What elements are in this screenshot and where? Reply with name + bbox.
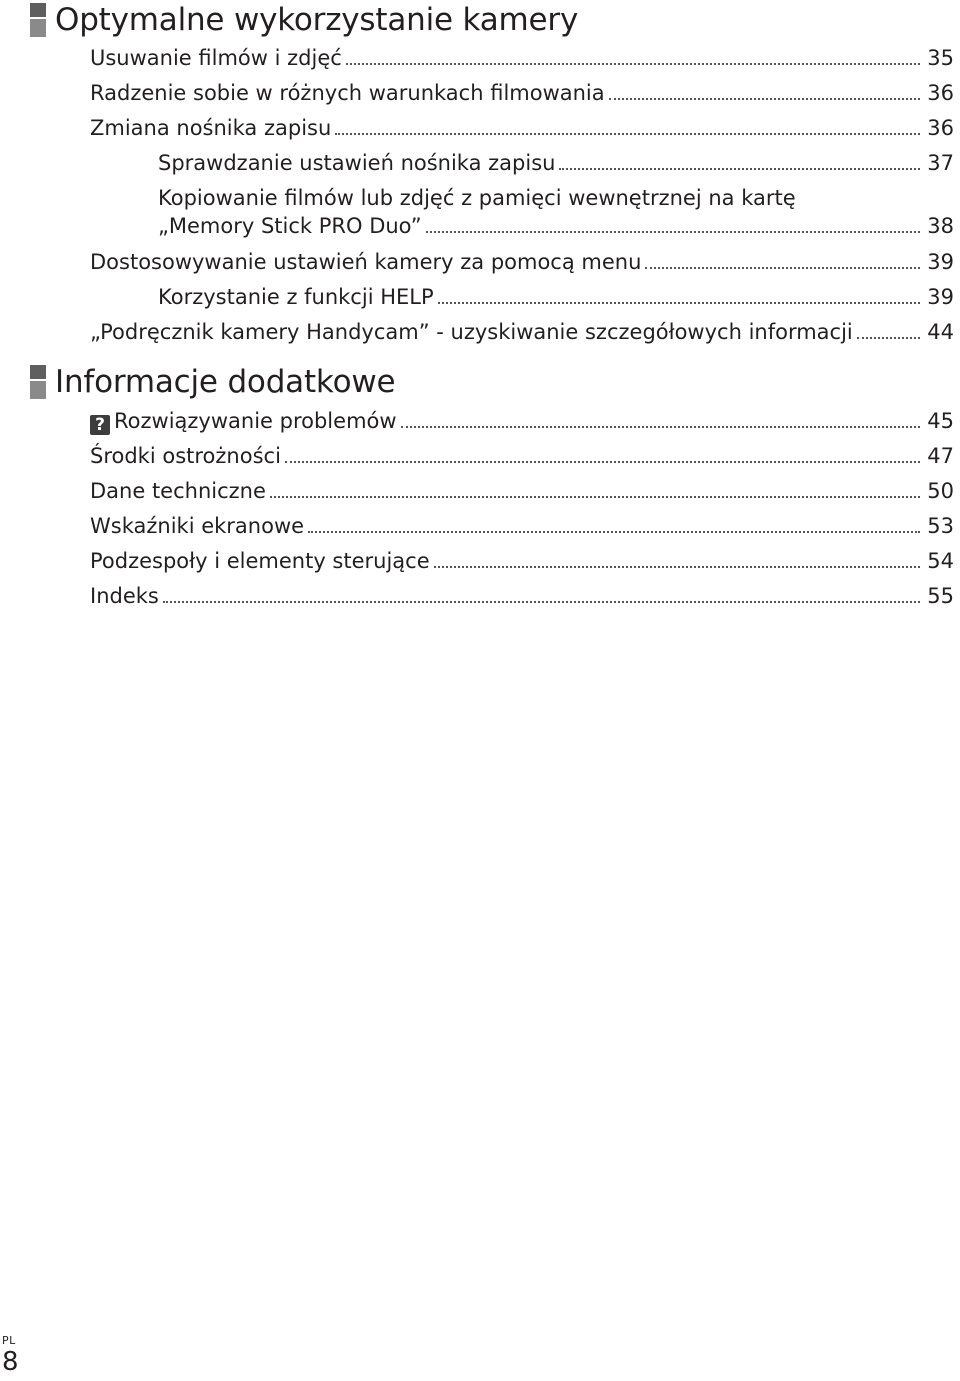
toc-label: Kopiowanie filmów lub zdjęć z pamięci wewnętrznej na kartę: [158, 186, 796, 210]
toc-label: Podzespoły i elementy sterujące: [90, 549, 430, 573]
toc-entry-zmiana-nosnika[interactable]: [90, 114, 954, 142]
toc-page-number: 39: [927, 285, 954, 309]
leader-dots: [609, 98, 920, 100]
toc-entry-srodki[interactable]: [90, 442, 954, 470]
toc-label: Usuwanie filmów i zdjęć: [90, 46, 342, 70]
toc-page-number: 37: [927, 151, 954, 175]
toc-entry-dane[interactable]: [90, 477, 954, 505]
section-marker-icon: [30, 365, 46, 399]
toc-label: „Podręcznik kamery Handycam” - uzyskiwanie szczegółowych informacji: [90, 320, 853, 344]
toc-entry-podzespoly[interactable]: [90, 547, 954, 575]
question-icon: ?: [90, 415, 110, 435]
leader-dots: [270, 496, 920, 498]
footer-language-code: PL: [2, 1334, 16, 1347]
toc-label: Rozwiązywanie problemów: [114, 409, 397, 433]
section-header: [0, 362, 960, 402]
toc-entry-kopiowanie[interactable]: [158, 212, 954, 240]
toc-page-number: 35: [927, 46, 954, 70]
toc-page-number: 45: [927, 409, 954, 433]
leader-dots: [285, 461, 920, 463]
footer-page-number: 8: [2, 1347, 19, 1377]
toc-label: Indeks: [90, 584, 159, 608]
toc-label-wrap: [90, 407, 397, 435]
section-title: Optymalne wykorzystanie kamery: [55, 2, 579, 38]
toc-page-number: 53: [927, 514, 954, 538]
toc-entry-kopiowanie-line1[interactable]: [158, 184, 954, 212]
leader-dots: [163, 601, 920, 603]
toc-page-number: 36: [927, 116, 954, 140]
leader-dots: [308, 531, 920, 533]
toc-entry-podrecznik[interactable]: [90, 318, 954, 346]
toc-entry-rozwiazywanie[interactable]: [90, 407, 954, 435]
toc-label: Dane techniczne: [90, 479, 266, 503]
toc-page-number: 50: [927, 479, 954, 503]
toc-label: Środki ostrożności: [90, 444, 281, 468]
toc-label: Wskaźniki ekranowe: [90, 514, 305, 538]
leader-dots: [857, 337, 920, 339]
toc-entry-wskazniki[interactable]: [90, 512, 954, 540]
leader-dots: [645, 267, 920, 269]
toc-page-number: 38: [927, 214, 954, 238]
section-title: Informacje dodatkowe: [55, 364, 396, 400]
toc-entry-radzenie[interactable]: [90, 79, 954, 107]
leader-dots: [438, 302, 920, 304]
toc-label: Zmiana nośnika zapisu: [90, 116, 332, 140]
section-marker-icon: [30, 3, 46, 37]
toc-entry-dostosowywanie[interactable]: [90, 248, 954, 276]
leader-dots: [426, 231, 920, 233]
toc-label: Sprawdzanie ustawień nośnika zapisu: [158, 151, 556, 175]
toc-entry-help[interactable]: [158, 283, 954, 311]
section-header: [0, 0, 960, 40]
toc-label: Dostosowywanie ustawień kamery za pomocą menu: [90, 250, 642, 274]
toc-entry-indeks[interactable]: [90, 582, 954, 610]
toc-entry-usuwanie[interactable]: [90, 44, 954, 72]
leader-dots: [346, 63, 920, 65]
toc-label: Korzystanie z funkcji HELP: [158, 285, 434, 309]
toc-page-number: 54: [927, 549, 954, 573]
toc-page-number: 55: [927, 584, 954, 608]
leader-dots: [559, 168, 920, 170]
toc-page-number: 39: [927, 250, 954, 274]
toc-page-number: 44: [927, 320, 954, 344]
toc-entry-sprawdzanie[interactable]: [158, 149, 954, 177]
leader-dots: [434, 566, 920, 568]
toc-page-number: 47: [927, 444, 954, 468]
toc-label: Radzenie sobie w różnych warunkach filmowania: [90, 81, 605, 105]
leader-dots: [335, 133, 920, 135]
toc-label-continued: „Memory Stick PRO Duo”: [158, 214, 422, 238]
toc-page-number: 36: [927, 81, 954, 105]
leader-dots: [401, 426, 920, 428]
